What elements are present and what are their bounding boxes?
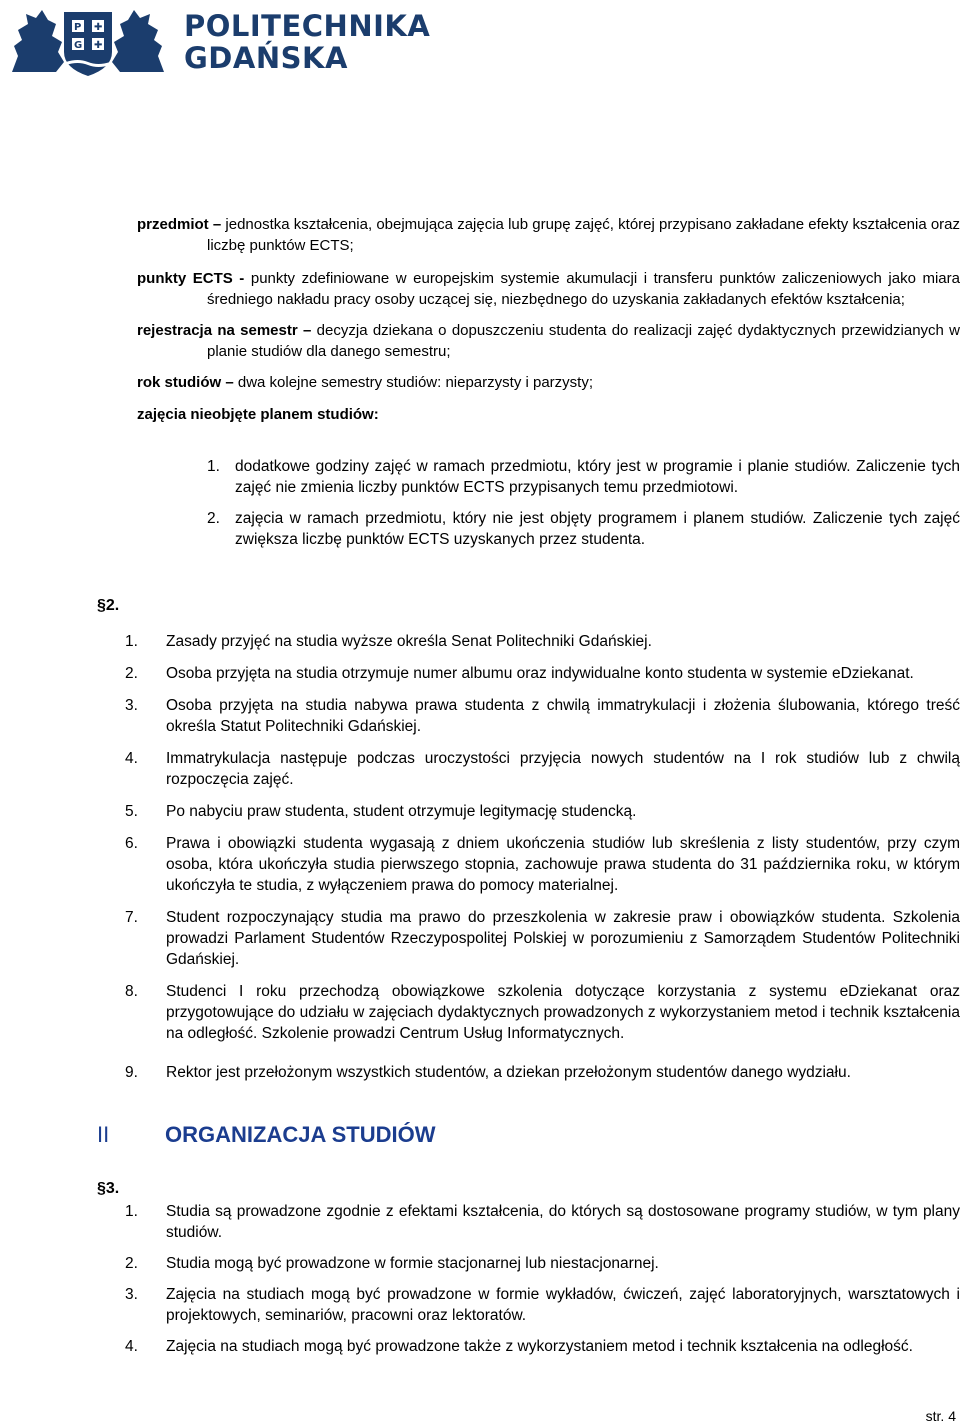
list-text: Zasady przyjęć na studia wyższe określa Senat Politechniki Gdańskiej. [166, 633, 652, 650]
list-number: 3. [125, 1286, 138, 1303]
section-2-list [125, 631, 960, 1083]
crest-icon [8, 6, 168, 78]
list-text: Zajęcia na studiach mogą być prowadzone w formie wykładów, ćwiczeń, zajęć laboratoryjnych, warsztatowych i projektowych, seminariów, pracowni oraz lektoratów. [166, 1286, 960, 1324]
list-number: 2. [125, 665, 138, 682]
definition-text: decyzja dziekana o dopuszczeniu studenta do realizacji zajęć dydaktycznych przewidzianych w planie studiów dla danego semestru; [207, 322, 960, 360]
definition-rok-studiow: rok studiów – dwa kolejne semestry studiów: nieparzysty i parzysty; [137, 374, 593, 391]
list-item [125, 1253, 960, 1274]
svg-text:✚: ✚ [94, 40, 103, 51]
list-item [125, 695, 960, 737]
list-number: 8. [125, 983, 138, 1000]
list-text: Immatrykulacja następuje podczas uroczystości przyjęcia nowych studentów na I rok studiów lub z chwilą rozpoczęcia zajęć. [166, 750, 960, 788]
definitions-list [137, 215, 960, 425]
list-item [125, 631, 960, 652]
definition-term: przedmiot [137, 216, 209, 233]
chapter-title: ORGANIZACJA STUDIÓW [165, 1122, 436, 1147]
list-text: Student rozpoczynający studia ma prawo do przeszkolenia w zakresie praw i obowiązków studenta. Szkolenia prowadzi Parlament Studentów Rzeczypospolitej Polskiej w porozumieniu z Samorządem Studentów Politechniki Gdańskiej. [166, 909, 960, 968]
list-number: 1. [125, 633, 138, 650]
list-item [207, 456, 960, 498]
svg-text:P: P [74, 22, 82, 33]
list-item [125, 1201, 960, 1243]
page-number: str. 4 [925, 1408, 956, 1424]
list-text: Studia są prowadzone zgodnie z efektami kształcenia, do których są dostosowane programy studiów, w tym plany studiów. [166, 1203, 960, 1241]
definition-term: rok studiów [137, 374, 222, 391]
list-text: zajęcia w ramach przedmiotu, który nie jest objęty programem i planem studiów. Zaliczenie tych zajęć zwiększa liczbę punktów ECTS uzyskanych przez studenta. [235, 510, 960, 548]
definition-term: rejestracja na semestr [137, 322, 298, 339]
list-text: Po nabyciu praw studenta, student otrzymuje legitymację studencką. [166, 803, 637, 820]
list-item [207, 508, 960, 550]
svg-text:G: G [74, 40, 83, 51]
list-number: 1. [125, 1203, 138, 1220]
list-text: Osoba przyjęta na studia otrzymuje numer albumu oraz indywidualne konto studenta w systemie eDziekanat. [166, 665, 914, 682]
logo-wordmark [184, 10, 430, 74]
list-number: 2. [125, 1255, 138, 1272]
section-2-label: §2. [97, 597, 120, 614]
list-number: 1. [207, 458, 220, 475]
definition-punkty-ects: punkty ECTS - punkty zdefiniowane w europejskim systemie akumulacji i transferu punktów zaliczeniowych jako miara średniego nakładu pracy osoby uczącej się, niezbędnego do uzyskania zakładanych efektów kształcenia; [137, 270, 960, 308]
definition-text: dwa kolejne semestry studiów: nieparzysty i parzysty; [237, 374, 593, 391]
list-text: dodatkowe godziny zajęć w ramach przedmiotu, który jest w programie i planie studiów. Zaliczenie tych zajęć nie zmienia liczby punktów ECTS przypisanych temu przedmiotowi. [235, 458, 960, 496]
list-number: 7. [125, 909, 138, 926]
list-item [125, 1336, 960, 1357]
list-text: Zajęcia na studiach mogą być prowadzone także z wykorzystaniem metod i technik kształcenia na odległość. [166, 1338, 913, 1355]
chapter-number: II [97, 1122, 110, 1147]
list-number: 2. [207, 510, 220, 527]
list-item [125, 801, 960, 822]
list-item [125, 748, 960, 790]
list-item [125, 833, 960, 896]
list-text: Studenci I roku przechodzą obowiązkowe szkolenia dotyczące korzystania z systemu eDziekanat oraz przygotowujące do udziału w zajęciach dydaktycznych prowadzonych z wykorzystaniem metod i technik kształcenia na odległość. Szkolenie prowadzi Centrum Usług Informatycznych. [166, 983, 960, 1042]
list-item [125, 981, 960, 1044]
list-number: 5. [125, 803, 138, 820]
list-text: Rektor jest przełożonym wszystkich studentów, a dziekan przełożonym studentów danego wydziału. [166, 1064, 851, 1081]
list-item [125, 1284, 960, 1326]
list-text: Osoba przyjęta na studia nabywa prawa studenta z chwilą immatrykulacji i złożenia ślubowania, którego treść określa Statut Politechniki Gdańskiej. [166, 697, 960, 735]
list-item [125, 907, 960, 970]
list-text: Studia mogą być prowadzone w formie stacjonarnej lub niestacjonarnej. [166, 1255, 659, 1272]
definition-rejestracja: rejestracja na semestr – decyzja dziekana o dopuszczeniu studenta do realizacji zajęć dydaktycznych przewidzianych w planie studiów dla danego semestru; [137, 322, 960, 360]
list-number: 3. [125, 697, 138, 714]
zajecia-list [207, 456, 960, 550]
list-item [125, 1062, 960, 1083]
logo-line1: POLITECHNIKA [184, 9, 431, 43]
university-logo [8, 6, 431, 78]
section-3-label: §3. [97, 1180, 120, 1197]
list-number: 9. [125, 1064, 138, 1081]
list-text: Prawa i obowiązki studenta wygasają z dniem ukończenia studiów lub skreślenia z listy studentów, przy czym osoba, która ukończyła studia pierwszego stopnia, zachowuje prawa studenta do 31 października roku, w którym ukończyła te studia, z wyłączeniem prawa do pomocy materialnej. [166, 835, 960, 894]
definition-przedmiot: przedmiot – jednostka kształcenia, obejmująca zajęcia lub grupę zajęć, której przypisano zakładane efekty kształcenia oraz liczbę punktów ECTS; [137, 216, 960, 254]
definition-text: punkty zdefiniowane w europejskim systemie akumulacji i transferu punktów zaliczeniowych jako miara średniego nakładu pracy osoby uczącej się, niezbędnego do uzyskania zakładanych efektów kształcenia; [207, 270, 960, 308]
definition-term: punkty ECTS [137, 270, 233, 287]
list-number: 4. [125, 750, 138, 767]
list-number: 6. [125, 835, 138, 852]
list-item [125, 663, 960, 684]
definition-text: jednostka kształcenia, obejmująca zajęcia lub grupę zajęć, której przypisano zakładane efekty kształcenia oraz liczbę punktów ECTS; [207, 216, 960, 254]
zajecia-heading: zajęcia nieobjęte planem studiów: [137, 405, 379, 423]
section-3-list [125, 1201, 960, 1357]
svg-text:✚: ✚ [94, 22, 103, 33]
logo-line2: GDAŃSKA [184, 41, 348, 75]
list-number: 4. [125, 1338, 138, 1355]
